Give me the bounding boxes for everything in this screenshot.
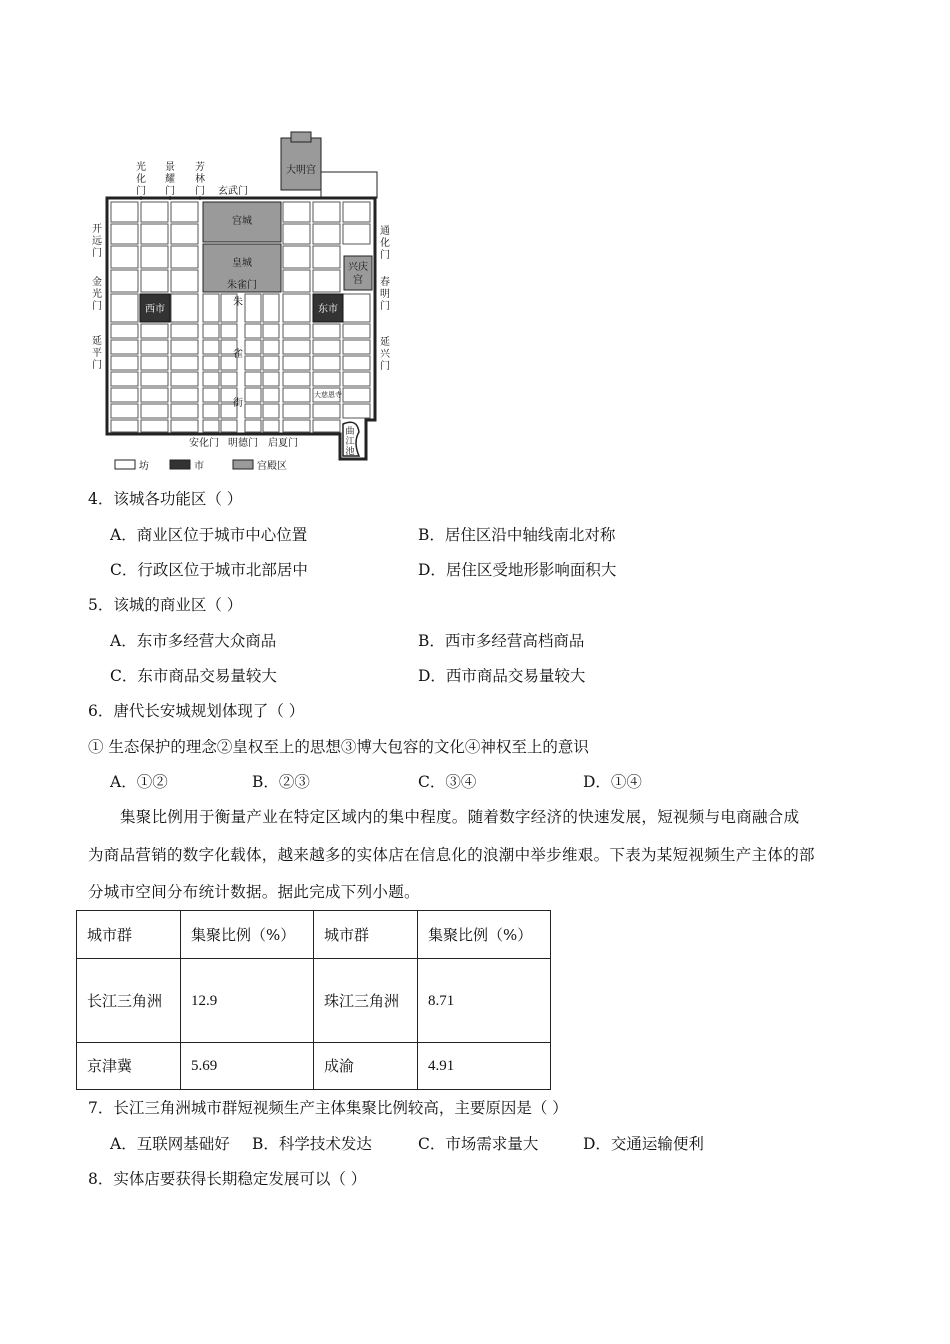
fang-block (171, 224, 198, 244)
table-cell: 12.9 (181, 959, 314, 1043)
fang-block (343, 224, 370, 244)
table-header-cell: 城市群 (314, 911, 418, 959)
fang-block (141, 372, 168, 386)
svg-text:门: 门 (380, 301, 390, 312)
legend-shi: 市 (194, 461, 204, 472)
svg-text:开: 开 (92, 224, 102, 235)
xuanwumen-label: 玄武门 (218, 186, 248, 197)
fang-block (141, 356, 168, 370)
fang-block (203, 388, 219, 402)
fang-block (141, 340, 168, 354)
fang-block (263, 404, 279, 418)
fang-block (171, 356, 198, 370)
q6-items: ① 生态保护的理念②皇权至上的思想③博大包容的文化④神权至上的意识 (88, 738, 589, 756)
fang-block (343, 340, 370, 354)
q6-stem: 6．唐代长安城规划体现了（ ） (88, 702, 305, 720)
fang-block (263, 356, 279, 370)
svg-text:曲: 曲 (345, 427, 355, 437)
table-header-cell: 集聚比例（%） (418, 911, 551, 959)
fang-block (171, 202, 198, 222)
q5-stem: 5．该城的商业区（ ） (88, 596, 243, 614)
huangcheng-label: 皇城 (232, 258, 252, 269)
svg-text:池: 池 (345, 447, 355, 457)
fang-block (171, 270, 198, 292)
table-cell: 长江三角洲 (77, 959, 181, 1043)
q7-option-d[interactable]: D．交通运输便利 (583, 1135, 704, 1153)
fang-block (245, 340, 261, 354)
fang-block (203, 372, 219, 386)
mingde-label: 明德门 (228, 438, 258, 449)
fang-block (343, 356, 370, 370)
dongshi-label: 东市 (318, 304, 338, 315)
legend-shi-swatch (170, 460, 190, 469)
fang-block (141, 324, 168, 338)
fang-block (283, 420, 310, 432)
fang-block (263, 420, 279, 432)
svg-text:春: 春 (380, 277, 390, 288)
q4-option-c[interactable]: C．行政区位于城市北部居中 (110, 561, 308, 579)
fang-block (111, 372, 138, 386)
q5-option-c[interactable]: C．东市商品交易量较大 (110, 667, 277, 685)
q7-option-c[interactable]: C．市场需求量大 (418, 1135, 539, 1153)
fang-block (203, 324, 219, 338)
svg-text:门: 门 (380, 361, 390, 372)
daming-palace (281, 138, 321, 190)
fang-block (263, 324, 279, 338)
svg-text:江: 江 (345, 437, 355, 447)
fang-block (313, 372, 340, 386)
q8-stem: 8．实体店要获得长期稳定发展可以（ ） (88, 1170, 367, 1188)
q4-option-a[interactable]: A．商业区位于城市中心位置 (110, 526, 308, 544)
fang-block (203, 294, 219, 322)
fang-block (313, 420, 340, 432)
table-cell: 8.71 (418, 959, 551, 1043)
fang-block (283, 324, 310, 338)
svg-text:光: 光 (92, 289, 102, 300)
cluster-ratio-table (76, 910, 551, 1090)
table-row (77, 959, 551, 1043)
fang-block (141, 388, 168, 402)
legend-palace-swatch (233, 460, 253, 469)
qixia-label: 启夏门 (268, 438, 298, 449)
svg-text:延: 延 (92, 336, 102, 347)
svg-text:兴庆: 兴庆 (348, 262, 368, 273)
fang-block (221, 324, 237, 338)
fang-block (245, 356, 261, 370)
table-header-cell: 集聚比例（%） (181, 911, 314, 959)
fang-block (245, 372, 261, 386)
fang-block (221, 372, 237, 386)
fang-block (141, 202, 168, 222)
passage-line-1: 集聚比例用于衡量产业在特定区域内的集中程度。随着数字经济的快速发展，短视频与电商融合成 (120, 808, 800, 826)
fang-block (111, 224, 138, 244)
fang-block (171, 372, 198, 386)
fang-block (111, 340, 138, 354)
fang-block (171, 340, 198, 354)
q5-option-b[interactable]: B．西市多经营高档商品 (418, 632, 585, 650)
fang-block (141, 420, 168, 432)
fang-block (245, 404, 261, 418)
passage-line-3: 分城市空间分布统计数据。据此完成下列小题。 (88, 883, 420, 901)
q5-option-a[interactable]: A．东市多经营大众商品 (110, 632, 277, 650)
fang-block (111, 324, 138, 338)
svg-text:延: 延 (380, 337, 390, 348)
fang-block (245, 420, 261, 432)
svg-text:芳: 芳 (195, 162, 205, 173)
fang-block (283, 356, 310, 370)
fang-block (111, 420, 138, 432)
table-cell: 成渝 (314, 1043, 418, 1090)
table-header-cell: 城市群 (77, 911, 181, 959)
xishi-label: 西市 (145, 304, 165, 315)
svg-text:朱: 朱 (233, 297, 243, 308)
fang-block (171, 324, 198, 338)
fang-block (263, 372, 279, 386)
fang-block (245, 294, 261, 322)
svg-text:街: 街 (233, 398, 243, 409)
q5-option-d[interactable]: D．西市商品交易量较大 (418, 667, 586, 685)
fang-block (141, 224, 168, 244)
fang-block (343, 202, 370, 222)
q4-stem: 4．该城各功能区（ ） (88, 490, 243, 508)
fang-block (111, 270, 138, 292)
fang-block (171, 294, 198, 322)
fang-block (171, 246, 198, 268)
fang-block (111, 356, 138, 370)
svg-text:林: 林 (195, 174, 205, 185)
fang-block (203, 420, 219, 432)
fang-block (263, 388, 279, 402)
q7-option-a[interactable]: A．互联网基础好 (110, 1135, 230, 1153)
fang-block (245, 324, 261, 338)
svg-text:光: 光 (136, 162, 146, 173)
daming-label: 大明宫 (286, 165, 316, 176)
fang-block (245, 388, 261, 402)
fang-block (343, 324, 370, 338)
changan-city-map (85, 128, 395, 478)
svg-text:景: 景 (165, 162, 175, 173)
fang-block (313, 246, 340, 268)
fang-block (203, 356, 219, 370)
fang-block (283, 294, 310, 322)
legend-palace: 宫殿区 (257, 461, 287, 472)
q4-option-b[interactable]: B．居住区沿中轴线南北对称 (418, 526, 616, 544)
anhua-label: 安化门 (189, 438, 219, 449)
legend-fang: 坊 (139, 461, 149, 472)
fang-block (111, 404, 138, 418)
q7-stem: 7．长江三角洲城市群短视频生产主体集聚比例较高，主要原因是（ ） (88, 1099, 568, 1117)
svg-text:门: 门 (92, 360, 102, 371)
fang-block (283, 224, 310, 244)
fang-block (283, 404, 310, 418)
q4-option-d[interactable]: D．居住区受地形影响面积大 (418, 561, 617, 579)
svg-text:化: 化 (136, 174, 146, 185)
passage-line-2: 为商品营销的数字化载体，越来越多的实体店在信息化的浪潮中举步维艰。下表为某短视频生产主体的部 (88, 846, 815, 864)
svg-text:宫: 宫 (353, 275, 363, 286)
table-cell: 京津冀 (77, 1043, 181, 1090)
fang-block (283, 388, 310, 402)
gongcheng-label: 宫城 (232, 216, 252, 227)
svg-text:通: 通 (380, 226, 390, 237)
q6-option-d[interactable]: D．①④ (583, 773, 642, 791)
svg-text:平: 平 (92, 348, 102, 359)
fang-block (313, 324, 340, 338)
fang-block (141, 246, 168, 268)
fang-block (313, 340, 340, 354)
fang-block (203, 340, 219, 354)
zhuquemen-label: 朱雀门 (227, 280, 257, 291)
svg-text:金: 金 (92, 277, 102, 288)
fang-block (171, 404, 198, 418)
fang-block (313, 224, 340, 244)
fang-block (111, 388, 138, 402)
q7-option-b[interactable]: B．科学技术发达 (252, 1135, 372, 1153)
fang-block (343, 294, 370, 322)
q6-option-b[interactable]: B．②③ (252, 773, 310, 791)
fang-block (313, 270, 340, 292)
table-cell: 珠江三角洲 (314, 959, 418, 1043)
fang-block (263, 340, 279, 354)
table-cell: 4.91 (418, 1043, 551, 1090)
svg-text:门: 门 (92, 248, 102, 259)
table-cell: 5.69 (181, 1043, 314, 1090)
fang-block (313, 404, 340, 418)
fang-block (283, 246, 310, 268)
svg-text:化: 化 (380, 238, 390, 249)
fang-block (313, 202, 340, 222)
svg-text:雀: 雀 (233, 349, 243, 360)
fang-block (283, 202, 310, 222)
fang-block (171, 388, 198, 402)
svg-text:门: 门 (92, 301, 102, 312)
fang-block (283, 340, 310, 354)
svg-text:门: 门 (136, 186, 146, 197)
fang-block (283, 270, 310, 292)
q6-option-c[interactable]: C．③④ (418, 773, 477, 791)
q6-option-a[interactable]: A．①② (110, 773, 168, 791)
svg-text:门: 门 (195, 186, 205, 197)
svg-text:门: 门 (380, 250, 390, 261)
svg-text:明: 明 (380, 289, 390, 300)
table-row (77, 1043, 551, 1090)
fang-block (343, 404, 370, 418)
svg-text:远: 远 (92, 236, 102, 247)
fang-block (221, 420, 237, 432)
fang-block (171, 420, 198, 432)
fang-block (111, 202, 138, 222)
fang-block (141, 404, 168, 418)
fang-block (203, 404, 219, 418)
svg-text:兴: 兴 (380, 349, 390, 360)
fang-block (283, 372, 310, 386)
fang-block (111, 294, 138, 322)
fang-block (141, 270, 168, 292)
svg-text:耀: 耀 (165, 174, 175, 185)
fang-block (313, 356, 340, 370)
fang-block (111, 246, 138, 268)
dayan-label: 大慈恩寺 (314, 391, 342, 399)
fang-block (343, 388, 370, 402)
svg-text:门: 门 (165, 186, 175, 197)
fang-block (263, 294, 279, 322)
fang-block (343, 372, 370, 386)
legend-fang-swatch (115, 460, 135, 469)
table-header-row (77, 911, 551, 959)
